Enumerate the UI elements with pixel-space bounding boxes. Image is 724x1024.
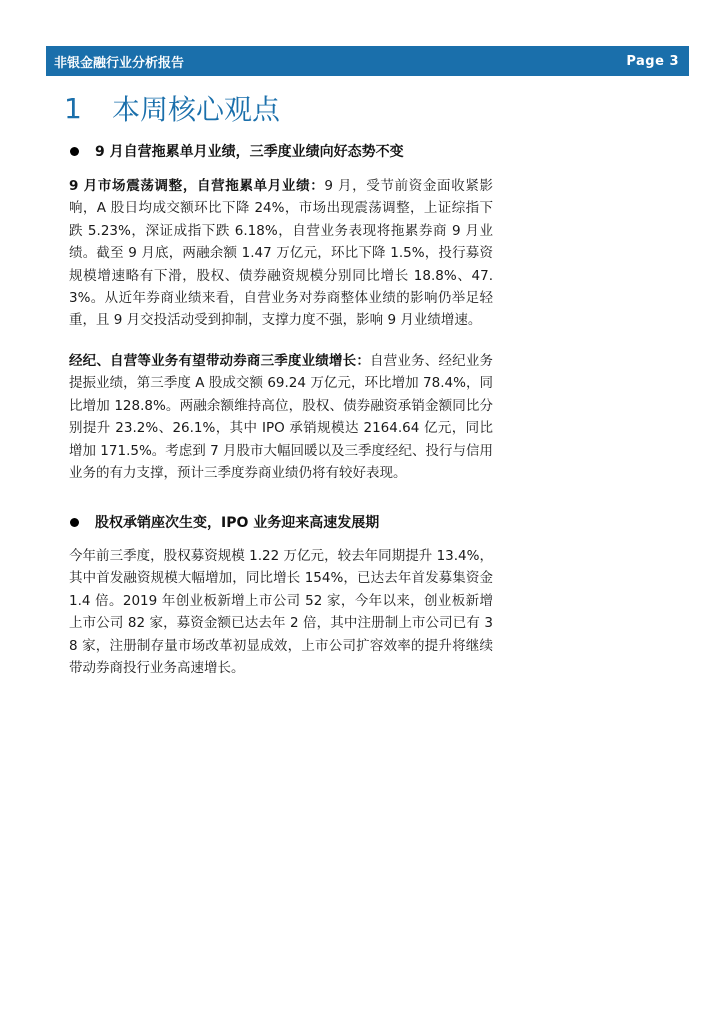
bullet-dot-icon (70, 518, 79, 527)
paragraph-1 (69, 175, 493, 332)
paragraph-1-body: 9 月，受节前资金面收紧影响，A 股日均成交额环比下降 24%，市场出现震荡调整，上证综指下跌 5.23%，深证成指下跌 6.18%，自营业务表现将拖累券商 9 月业绩。截至 9 月底，两融余额 1.47 万亿元，环比下降 1.5%，投行募资规模增速略有下滑，股权、债券融资规模分别同比增长 18.8%、47.3%。从近年券商业绩来看，自营业务对券商整体业绩的影响仍举足轻重，且 9 月交投活动受到抑制，支撑力度不强，影响 9 月业绩增速。 (69, 178, 493, 329)
bullet-heading-1-text: 9 月自营拖累单月业绩，三季度业绩向好态势不变 (95, 144, 404, 160)
paragraph-3-body: 今年前三季度，股权募资规模 1.22 万亿元，较去年同期提升 13.4%，其中首发融资规模大幅增加，同比增长 154%，已达去年首发募集资金 1.4 倍。2019 年创业板新增上市公司 52 家，今年以来，创业板新增上市公司 82 家，募资金额已达去年 2 倍，其中注册制上市公司已有 38 家，注册制存量市场改革初显成效，上市公司扩容效率的提升将继续带动券商投行业务高速增长。 (69, 548, 493, 677)
section-heading (64, 88, 280, 128)
paragraph-2-lead: 经纪、自营等业务有望带动券商三季度业绩增长： (69, 353, 371, 369)
paragraph-2-body: 自营业务、经纪业务提振业绩，第三季度 A 股成交额 69.24 万亿元，环比增加 78.4%，同比增加 128.8%。两融余额维持高位，股权、债券融资承销金额同比分别提升 23.2%、26.1%，其中 IPO 承销规模达 2164.64 亿元，同比增加 171.5%。考虑到 7 月股市大幅回暖以及三季度经纪、投行与信用业务的有力支撑，预计三季度券商业绩仍将有较好表现。 (69, 353, 494, 482)
paragraph-3 (69, 545, 493, 679)
paragraph-1-lead: 9 月市场震荡调整，自营拖累单月业绩： (69, 178, 325, 194)
page-number: Page 3 (626, 53, 679, 69)
section-title: 本周核心观点 (112, 93, 281, 126)
paragraph-2 (69, 350, 493, 484)
bullet-heading-2 (70, 512, 379, 532)
bullet-heading-1 (70, 141, 404, 161)
bullet-dot-icon (70, 147, 79, 156)
section-number: 1 (64, 91, 82, 125)
bullet-heading-2-text: 股权承销座次生变，IPO 业务迎来高速发展期 (95, 515, 380, 531)
report-title: 非银金融行业分析报告 (54, 55, 185, 71)
report-header-bar (46, 46, 689, 76)
